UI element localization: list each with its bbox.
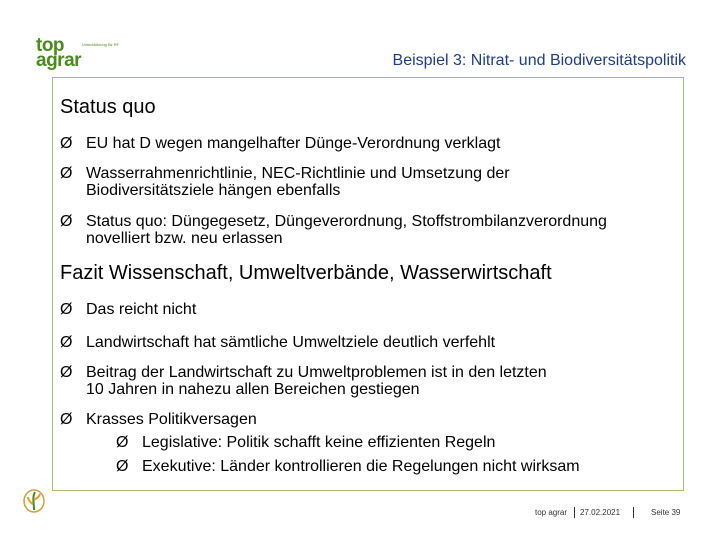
logo-tagline: Unterstützung für RF xyxy=(82,42,120,47)
bullet-arrow-icon: Ø xyxy=(60,213,73,230)
bullet-text: Wasserrahmenrichtlinie, NEC-Richtlinie und Umsetzung der xyxy=(86,165,510,182)
wheat-leaf-icon xyxy=(22,488,46,514)
slide-title: Beispiel 3: Nitrat- und Biodiversitätspolitik xyxy=(392,52,686,69)
footer-page-number: Seite 39 xyxy=(651,508,681,517)
bullet-arrow-icon: Ø xyxy=(60,364,73,381)
footer-separator xyxy=(574,507,575,518)
logo-line-1: top xyxy=(36,35,65,56)
bullet-text-continuation: 10 Jahren in nahezu allen Bereichen gestiegen xyxy=(86,381,420,398)
bullet-arrow-icon: Ø xyxy=(60,301,73,318)
top-agrar-logo xyxy=(36,36,126,72)
logo-line-2: agrar xyxy=(36,50,82,71)
bullet-text: Status quo: Düngegesetz, Düngeverordnung, Stoffstrombilanzverordnung xyxy=(86,213,607,230)
bullet-text: Beitrag der Landwirtschaft zu Umweltproblemen ist in den letzten xyxy=(86,364,547,381)
sub-bullet-text: Exekutive: Länder kontrollieren die Regelungen nicht wirksam xyxy=(142,458,580,475)
bullet-text-continuation: Biodiversitätsziele hängen ebenfalls xyxy=(86,182,341,199)
bullet-arrow-icon: Ø xyxy=(116,458,129,475)
bullet-arrow-icon: Ø xyxy=(60,135,73,152)
bullet-arrow-icon: Ø xyxy=(60,334,73,351)
section-heading-fazit: Fazit Wissenschaft, Umweltverbände, Wasserwirtschaft xyxy=(60,262,552,284)
bullet-text: Das reicht nicht xyxy=(86,301,197,318)
bullet-text: Krasses Politikversagen xyxy=(86,411,257,428)
bullet-arrow-icon: Ø xyxy=(60,165,73,182)
bullet-text: Landwirtschaft hat sämtliche Umweltziele deutlich verfehlt xyxy=(86,334,496,351)
section-heading-status-quo: Status quo xyxy=(60,96,156,118)
footer-date: 27.02.2021 xyxy=(580,508,621,517)
footer-brand: top agrar xyxy=(535,508,568,517)
bullet-text: EU hat D wegen mangelhafter Dünge-Verordnung verklagt xyxy=(86,135,501,152)
sub-bullet-text: Legislative: Politik schafft keine effizienten Regeln xyxy=(142,434,496,451)
bullet-arrow-icon: Ø xyxy=(60,411,73,428)
bullet-text-continuation: novelliert bzw. neu erlassen xyxy=(86,230,283,247)
footer-separator xyxy=(633,507,634,518)
bullet-arrow-icon: Ø xyxy=(116,434,129,451)
